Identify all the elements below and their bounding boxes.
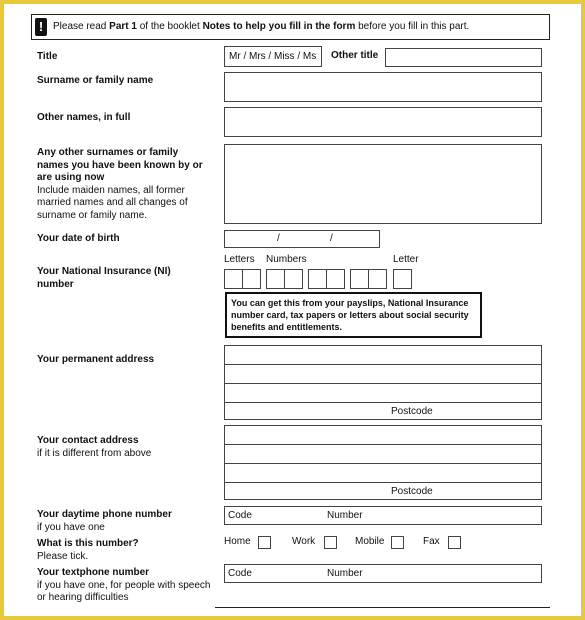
ni-number-box-5[interactable] bbox=[350, 269, 369, 289]
textphone-code-label: Code bbox=[228, 568, 252, 579]
address-line-divider bbox=[225, 402, 541, 403]
notice-mid: of the booklet bbox=[136, 21, 203, 32]
surname-label: Surname or family name bbox=[37, 75, 154, 86]
other-title-field[interactable] bbox=[385, 48, 542, 67]
surname-field[interactable] bbox=[224, 72, 542, 102]
other-names-field[interactable] bbox=[224, 107, 542, 137]
address-line-divider bbox=[225, 482, 541, 483]
contact-address-field[interactable] bbox=[224, 425, 542, 500]
textphone-label-block bbox=[37, 567, 217, 605]
ni-number-box-6[interactable] bbox=[368, 269, 387, 289]
contact-address-hint: if it is different from above bbox=[37, 447, 152, 459]
notice-part: Part 1 bbox=[109, 21, 137, 32]
phone-label: Your daytime phone number bbox=[37, 509, 172, 520]
footer-rule bbox=[215, 607, 550, 608]
previous-names-label: Any other surnames or family names you have been known by or are using now bbox=[37, 147, 203, 183]
ni-letter-label: Letter bbox=[393, 254, 419, 265]
ni-number-box-3[interactable] bbox=[308, 269, 327, 289]
option-home-label: Home bbox=[224, 536, 251, 547]
other-title-label: Other title bbox=[331, 50, 379, 61]
textphone-label: Your textphone number bbox=[37, 567, 150, 578]
number-type-label: What is this number? bbox=[37, 538, 139, 549]
title-options: Mr / Mrs / Miss / Ms bbox=[229, 51, 317, 62]
ni-letters-label: Letters bbox=[224, 254, 255, 265]
title-label: Title bbox=[37, 51, 58, 62]
title-options-box[interactable] bbox=[224, 46, 322, 67]
phone-label-block bbox=[37, 509, 172, 534]
form-page bbox=[4, 4, 581, 616]
previous-names-hint: Include maiden names, all former married names and all changes of surname or family name. bbox=[37, 184, 188, 221]
contact-postcode-label: Postcode bbox=[391, 486, 433, 497]
ni-number-box-4[interactable] bbox=[326, 269, 345, 289]
dob-sep-1: / bbox=[277, 233, 280, 244]
textphone-number-label: Number bbox=[327, 568, 363, 579]
fax-checkbox[interactable] bbox=[448, 536, 461, 549]
contact-address-label: Your contact address bbox=[37, 435, 139, 446]
ni-number-box-1[interactable] bbox=[266, 269, 285, 289]
dob-field[interactable] bbox=[224, 230, 380, 248]
permanent-postcode-label: Postcode bbox=[391, 406, 433, 417]
ni-letter-box-1[interactable] bbox=[224, 269, 243, 289]
contact-address-label-block bbox=[37, 435, 151, 460]
address-line-divider bbox=[225, 444, 541, 445]
ni-numbers-label: Numbers bbox=[266, 254, 307, 265]
address-line-divider bbox=[225, 383, 541, 384]
ni-number-box-2[interactable] bbox=[284, 269, 303, 289]
option-fax-label: Fax bbox=[423, 536, 440, 547]
previous-names-field[interactable] bbox=[224, 144, 542, 224]
permanent-address-label: Your permanent address bbox=[37, 354, 155, 365]
ni-final-letter-box[interactable] bbox=[393, 269, 412, 289]
permanent-address-field[interactable] bbox=[224, 345, 542, 420]
notice-box bbox=[31, 14, 550, 40]
exclamation-icon: ! bbox=[35, 18, 47, 36]
ni-info-box: You can get this from your payslips, National Insurance number card, tax papers or letters about social security benefits and entitlements. bbox=[225, 292, 482, 338]
phone-field[interactable] bbox=[224, 506, 542, 525]
address-line-divider bbox=[225, 463, 541, 464]
phone-code-label: Code bbox=[228, 510, 252, 521]
work-checkbox[interactable] bbox=[324, 536, 337, 549]
notice-post: before you fill in this part. bbox=[355, 21, 470, 32]
option-mobile-label: Mobile bbox=[355, 536, 385, 547]
address-line-divider bbox=[225, 364, 541, 365]
textphone-hint: if you have one, for people with speech or hearing difficulties bbox=[37, 579, 211, 603]
previous-names-label-block bbox=[37, 147, 212, 222]
number-type-label-block bbox=[37, 538, 139, 563]
textphone-field[interactable] bbox=[224, 564, 542, 583]
home-checkbox[interactable] bbox=[258, 536, 271, 549]
phone-number-label: Number bbox=[327, 510, 363, 521]
notice-booklet: Notes to help you fill in the form bbox=[202, 21, 356, 32]
other-names-label: Other names, in full bbox=[37, 112, 131, 123]
dob-sep-2: / bbox=[330, 233, 333, 244]
ni-label: Your National Insurance (NI) number bbox=[37, 266, 171, 290]
dob-label: Your date of birth bbox=[37, 233, 120, 244]
phone-hint: if you have one bbox=[37, 521, 105, 533]
ni-letter-box-2[interactable] bbox=[242, 269, 261, 289]
notice-pre: Please read bbox=[53, 21, 110, 32]
mobile-checkbox[interactable] bbox=[391, 536, 404, 549]
option-work-label: Work bbox=[292, 536, 316, 547]
number-type-hint: Please tick. bbox=[37, 550, 89, 562]
